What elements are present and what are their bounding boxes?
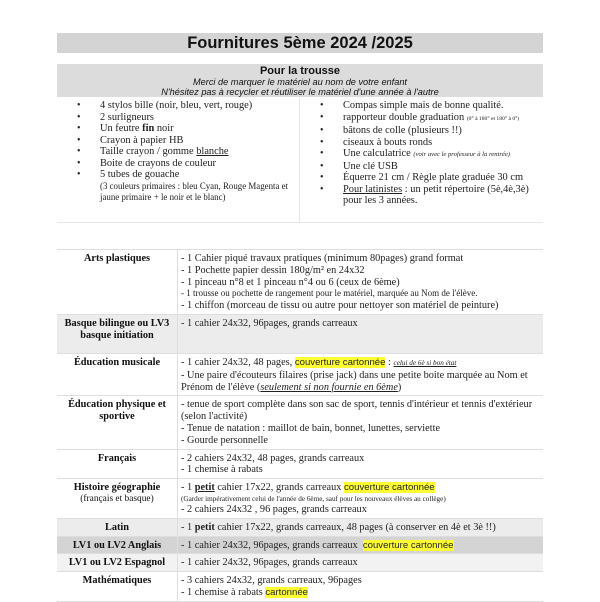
subject-items — [178, 449, 544, 479]
subject-items — [178, 353, 544, 395]
highlight: couverture cartonnée — [362, 539, 454, 551]
table-row — [57, 314, 543, 353]
list-item — [57, 146, 298, 158]
subject-note: (français et basque) — [80, 493, 154, 504]
page-title: Fournitures 5ème 2024 /2025 — [57, 33, 543, 53]
item-text: Compas simple mais de bonne qualité. — [343, 100, 504, 111]
trousse-heading: Pour la trousse — [259, 65, 341, 77]
subject-name: Éducation musicale — [57, 353, 178, 395]
item-line: - 3 cahiers 24x32, grands carreaux, 96pages — [181, 575, 362, 587]
subject-name: Éducation physique et sportive — [57, 396, 178, 449]
subject-items — [178, 518, 544, 536]
item-line — [181, 587, 540, 599]
highlight: cartonnée — [265, 586, 309, 598]
bullet-icon: • — [77, 157, 81, 169]
item-line: - 1 cahier 24x32, 96pages, grands carreaux — [181, 317, 358, 329]
subject-items — [178, 572, 544, 602]
subject-items — [178, 396, 544, 449]
subject-items — [178, 479, 544, 519]
item-text: - 1 cahier 24x32, 96pages, grands carreaux — [181, 539, 363, 551]
item-text: 4 stylos bille (noir, bleu, vert, rouge) — [100, 100, 253, 111]
item-text: Une calculatrice — [343, 148, 414, 159]
item-line: (Garder impérativement celui de l'année de 6ème, sauf pour les nouveaux élèves au collège) — [181, 494, 446, 503]
list-item — [57, 112, 298, 124]
trousse-list-left — [57, 100, 298, 203]
subject-name: Latin — [57, 518, 178, 536]
item-text: - 1 — [181, 521, 195, 533]
item-text: - 1 — [181, 482, 195, 494]
table-row — [57, 554, 543, 572]
subject-name: Histoire géographie — [73, 482, 161, 494]
subject-items — [178, 536, 544, 554]
subject-name: LV1 ou LV2 Anglais — [57, 536, 178, 554]
item-line: - Tenue de natation : maillot de bain, bonnet, lunettes, serviette — [181, 422, 441, 434]
list-item — [300, 137, 544, 149]
list-item — [57, 169, 298, 203]
item-text: 5 tubes de gouache — [100, 169, 180, 180]
list-item — [300, 125, 544, 137]
list-item — [300, 172, 544, 184]
subject-items — [178, 314, 544, 353]
item-text: Un feutre — [100, 123, 143, 134]
item-line: - Gourde personnelle — [181, 434, 268, 446]
trousse-note-2: N'hésitez pas à recycler et réutiliser le matériel d'une année à l'autre — [161, 87, 439, 97]
item-text: 2 surligneurs — [100, 111, 154, 123]
item-line — [181, 370, 540, 394]
bullet-icon: • — [320, 172, 324, 183]
item-line — [181, 482, 540, 494]
table-row — [57, 479, 543, 519]
item-line: - 1 Pochette papier dessin 180g/m² en 24x32 — [181, 264, 365, 276]
table-row — [57, 449, 543, 479]
item-line: - 1 cahier 24x32, 96pages, grands carreaux — [181, 557, 358, 569]
bullet-icon: • — [320, 100, 324, 111]
item-text: : — [385, 356, 394, 368]
bullet-icon: • — [77, 146, 81, 157]
list-item — [300, 100, 544, 112]
item-text: bâtons de colle (plusieurs !!) — [343, 125, 462, 136]
table-row — [57, 536, 543, 554]
item-line: - 1 pinceau n°8 et 1 pinceau n°4 ou 6 (ceux de 6ème) — [181, 276, 400, 288]
item-text: rapporteur double graduation — [343, 111, 467, 123]
table-row — [57, 572, 543, 602]
list-item — [57, 100, 298, 112]
item-bold: petit — [194, 521, 215, 533]
bullet-icon: • — [320, 136, 324, 148]
item-line — [181, 522, 540, 534]
item-text: Crayon à papier HB — [100, 134, 184, 146]
item-subtext: (3 couleurs primaires : bleu Cyan, Rouge Magenta et jaune primaire + le noir et le blanc) — [100, 180, 289, 202]
list-item — [300, 184, 544, 207]
item-note: celui de 6è si bon état — [393, 358, 457, 367]
item-text: Boite de crayons de couleur — [100, 157, 216, 169]
bullet-icon: • — [320, 183, 324, 195]
table-row — [57, 518, 543, 536]
bullet-icon: • — [77, 123, 81, 134]
item-line: - 1 chemise à rabats — [181, 464, 263, 476]
item-line — [181, 540, 540, 552]
item-line: - 2 cahiers 24x32, 48 pages, grands carreaux — [181, 452, 365, 464]
subject-name: Français — [57, 449, 178, 479]
item-line: - tenue de sport complète dans son sac de sport, tennis d'intérieur et tennis d'extérieur (selon l'activité) — [181, 399, 533, 423]
subject-name: Mathématiques — [57, 572, 178, 602]
item-line: - 1 Cahier piqué travaux pratiques (minimum 80pages) grand format — [181, 253, 464, 264]
list-item — [57, 135, 298, 147]
subject-name: Basque bilingue ou LV3 basque initiation — [57, 314, 178, 353]
bullet-icon: • — [320, 148, 324, 159]
list-item — [57, 158, 298, 170]
bullet-icon: • — [320, 111, 324, 123]
subject-items — [178, 554, 544, 572]
highlight: couverture cartonnée — [294, 356, 386, 368]
list-item — [300, 161, 544, 173]
table-row — [57, 396, 543, 449]
item-text: noir — [154, 123, 174, 134]
item-line: - 2 cahiers 24x32 , 96 pages, grands carreaux — [181, 503, 367, 515]
subject-name: Arts plastiques — [57, 250, 178, 315]
subject-name-cell — [57, 479, 178, 519]
item-line: - 1 trousse ou pochette de rangement pour le matériel, marquée au Nom de l'élève. — [181, 288, 478, 299]
trousse-lists — [57, 98, 543, 223]
item-note: (0° à 180° et 180° à 0°) — [466, 115, 520, 122]
item-text: Équerre 21 cm / Règle plate graduée 30 cm — [343, 172, 524, 183]
item-underlined: blanche — [196, 146, 229, 157]
trousse-note-1: Merci de marquer le matériel au nom de votre enfant — [193, 77, 407, 87]
item-text: Une clé USB — [343, 160, 398, 172]
subject-items — [178, 250, 544, 315]
bullet-icon: • — [320, 125, 324, 136]
item-bold: petit — [194, 482, 215, 494]
table-row — [57, 353, 543, 395]
trousse-list-right — [299, 98, 544, 222]
item-text: - 1 cahier 24x32, 48 pages, — [181, 356, 295, 368]
item-line — [181, 357, 540, 370]
list-item — [300, 148, 544, 161]
subject-name: LV1 ou LV2 Espagnol — [57, 554, 178, 572]
highlight: couverture cartonnée — [343, 482, 435, 494]
item-text: - Une paire d'écouteurs filaires (prise jack) dans une petite boite marquée au Nom et Prénom de l'élève ( — [181, 369, 528, 393]
bullet-icon: • — [320, 160, 324, 172]
bullet-icon: • — [77, 169, 81, 180]
item-text: ) — [397, 381, 402, 393]
item-note: (voir avec le professeur à la rentrée) — [413, 151, 510, 158]
list-item — [57, 123, 298, 135]
item-text: ciseaux à bouts ronds — [343, 136, 433, 148]
bullet-icon: • — [77, 134, 81, 146]
bullet-icon: • — [77, 111, 81, 123]
trousse-header — [57, 64, 543, 97]
list-item — [300, 112, 544, 126]
table-row — [57, 250, 543, 315]
item-underlined: Pour latinistes — [343, 183, 403, 195]
item-line: - 1 chiffon (morceau de tissu ou autre pour nettoyer son matériel de peinture) — [181, 300, 499, 312]
item-note: seulement si non fournie en 6ème — [260, 381, 398, 393]
item-text: cahier 17x22, grands carreaux, 48 pages (à conserver en 4è et 3è !!) — [214, 521, 496, 533]
bullet-icon: • — [77, 100, 81, 111]
item-text: cahier 17x22, grands carreaux — [214, 482, 344, 494]
item-bold: fin — [142, 123, 155, 134]
subjects-table — [57, 249, 543, 602]
item-text: Taille crayon / gomme — [100, 146, 197, 157]
item-text: : un petit répertoire (5è,4è,3è) pour les 3 années. — [343, 183, 529, 206]
item-text: - 1 chemise à rabats — [181, 586, 266, 598]
